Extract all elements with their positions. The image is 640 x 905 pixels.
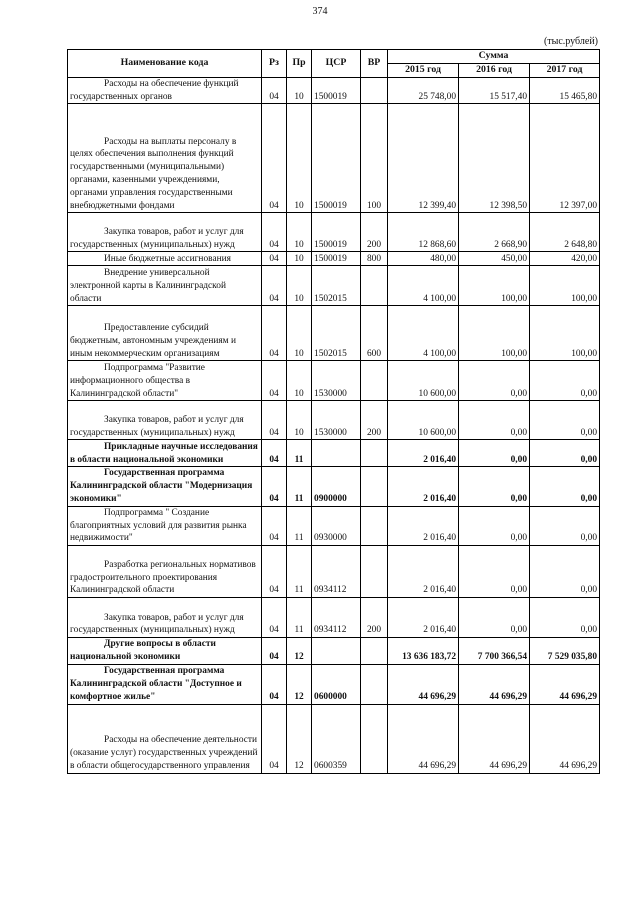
row-rz-cell: 04 (262, 306, 287, 361)
row-name-text: Разработка региональных нормативов градостроительного проектирования Калининградской области (70, 559, 256, 596)
row-pr-cell: 10 (287, 266, 312, 306)
row-2016-cell: 12 398,50 (459, 104, 530, 213)
row-2015-cell: 25 748,00 (388, 77, 459, 104)
row-name-text: Государственная программа Калининградской области "Доступное и комфортное жилье" (70, 666, 242, 702)
row-2015-cell: 12 399,40 (388, 104, 459, 213)
row-pr-cell: 10 (287, 252, 312, 266)
row-2015-cell: 2 016,40 (388, 467, 459, 506)
row-2017-cell: 0,00 (530, 467, 600, 506)
row-2016-cell: 15 517,40 (459, 77, 530, 104)
table-row (68, 252, 600, 266)
row-pr-cell: 12 (287, 638, 312, 665)
row-vr-cell (361, 506, 388, 545)
table-row (68, 598, 600, 638)
row-name-cell (68, 213, 262, 252)
row-name-text: Внедрение универсальной электронной карты в Калининградской области (70, 268, 226, 304)
row-name-text: Иные бюджетные ассигнования (104, 253, 231, 264)
row-pr-cell: 11 (287, 598, 312, 638)
header-sum: Сумма (388, 50, 600, 64)
table-row (68, 104, 600, 213)
row-rz-cell: 04 (262, 440, 287, 467)
row-2017-cell: 15 465,80 (530, 77, 600, 104)
row-2017-cell: 7 529 035,80 (530, 638, 600, 665)
table-row (68, 467, 600, 506)
budget-table (67, 49, 600, 774)
row-rz-cell: 04 (262, 77, 287, 104)
row-rz-cell: 04 (262, 598, 287, 638)
row-2016-cell: 0,00 (459, 440, 530, 467)
row-pr-cell: 11 (287, 506, 312, 545)
row-pr-cell: 11 (287, 546, 312, 598)
row-2017-cell: 2 648,80 (530, 213, 600, 252)
row-2016-cell: 0,00 (459, 546, 530, 598)
row-2016-cell: 0,00 (459, 361, 530, 401)
row-2017-cell: 12 397,00 (530, 104, 600, 213)
row-vr-cell: 100 (361, 104, 388, 213)
row-2015-cell: 2 016,40 (388, 506, 459, 545)
row-csr-cell: 1530000 (312, 361, 361, 401)
row-vr-cell: 600 (361, 306, 388, 361)
row-2016-cell: 0,00 (459, 401, 530, 440)
row-2015-cell: 480,00 (388, 252, 459, 266)
row-name-cell (68, 361, 262, 401)
row-rz-cell: 04 (262, 266, 287, 306)
row-vr-cell (361, 704, 388, 773)
row-name-text: Расходы на выплаты персоналу в целях обеспечения выполнения функций государственными (муниципальными) органами, казенными учреждениями, органами управления государственными внебюджетными фондами (70, 136, 237, 211)
table-row (68, 213, 600, 252)
row-csr-cell: 0600359 (312, 704, 361, 773)
row-rz-cell: 04 (262, 104, 287, 213)
row-name-cell (68, 252, 262, 266)
row-rz-cell: 04 (262, 506, 287, 545)
table-body (68, 77, 600, 773)
row-2016-cell: 44 696,29 (459, 664, 530, 704)
row-2015-cell: 4 100,00 (388, 306, 459, 361)
row-name-text: Закупка товаров, работ и услуг для государственных (муниципальных) нужд (70, 612, 244, 636)
row-pr-cell: 10 (287, 306, 312, 361)
row-2016-cell: 7 700 366,54 (459, 638, 530, 665)
row-2016-cell: 450,00 (459, 252, 530, 266)
row-name-cell (68, 664, 262, 704)
row-vr-cell (361, 546, 388, 598)
table-row (68, 664, 600, 704)
row-name-cell (68, 440, 262, 467)
row-2017-cell: 0,00 (530, 546, 600, 598)
page-number: 374 (312, 6, 328, 17)
row-rz-cell: 04 (262, 401, 287, 440)
row-name-text: Подпрограмма " Создание благоприятных условий для развития рынка недвижимости" (70, 507, 247, 544)
row-name-cell (68, 77, 262, 104)
row-rz-cell: 04 (262, 704, 287, 773)
row-2016-cell: 100,00 (459, 266, 530, 306)
table-row (68, 546, 600, 598)
row-name-cell (68, 598, 262, 638)
row-vr-cell (361, 638, 388, 665)
table-row (68, 266, 600, 306)
row-csr-cell: 1500019 (312, 213, 361, 252)
row-name-cell (68, 104, 262, 213)
header-2016: 2016 год (459, 63, 530, 77)
row-pr-cell: 10 (287, 104, 312, 213)
row-csr-cell (312, 638, 361, 665)
row-2015-cell: 2 016,40 (388, 440, 459, 467)
row-csr-cell: 0930000 (312, 506, 361, 545)
row-pr-cell: 11 (287, 440, 312, 467)
row-name-text: Закупка товаров, работ и услуг для государственных (муниципальных) нужд (70, 226, 244, 250)
row-2015-cell: 10 600,00 (388, 401, 459, 440)
row-csr-cell: 1502015 (312, 306, 361, 361)
row-csr-cell: 0600000 (312, 664, 361, 704)
table-row (68, 77, 600, 104)
table-row (68, 638, 600, 665)
row-2017-cell: 420,00 (530, 252, 600, 266)
row-vr-cell: 200 (361, 401, 388, 440)
header-csr: ЦСР (312, 50, 361, 78)
row-vr-cell (361, 467, 388, 506)
row-2015-cell: 13 636 183,72 (388, 638, 459, 665)
row-rz-cell: 04 (262, 213, 287, 252)
row-name-text: Подпрограмма "Развитие информационного общества в Калининградской области" (70, 363, 205, 399)
row-rz-cell: 04 (262, 252, 287, 266)
row-name-cell (68, 638, 262, 665)
row-pr-cell: 11 (287, 467, 312, 506)
row-pr-cell: 10 (287, 213, 312, 252)
row-vr-cell (361, 361, 388, 401)
row-name-cell (68, 704, 262, 773)
row-csr-cell (312, 440, 361, 467)
row-vr-cell: 200 (361, 598, 388, 638)
row-2017-cell: 100,00 (530, 266, 600, 306)
row-2015-cell: 2 016,40 (388, 598, 459, 638)
header-vr: ВР (361, 50, 388, 78)
row-name-cell (68, 467, 262, 506)
row-name-text: Расходы на обеспечение функций государственных органов (70, 78, 239, 102)
row-name-cell (68, 546, 262, 598)
row-2017-cell: 0,00 (530, 440, 600, 467)
row-2017-cell: 44 696,29 (530, 664, 600, 704)
row-name-cell (68, 306, 262, 361)
row-name-cell (68, 266, 262, 306)
row-2015-cell: 12 868,60 (388, 213, 459, 252)
header-2015: 2015 год (388, 63, 459, 77)
row-vr-cell (361, 664, 388, 704)
row-pr-cell: 10 (287, 401, 312, 440)
row-name-cell (68, 506, 262, 545)
row-2016-cell: 0,00 (459, 598, 530, 638)
row-2016-cell: 2 668,90 (459, 213, 530, 252)
row-2017-cell: 44 696,29 (530, 704, 600, 773)
row-name-text: Прикладные научные исследования в области национальной экономики (70, 441, 258, 465)
header-rz: Рз (262, 50, 287, 78)
row-vr-cell: 800 (361, 252, 388, 266)
row-vr-cell (361, 77, 388, 104)
row-csr-cell: 1530000 (312, 401, 361, 440)
header-2017: 2017 год (530, 63, 600, 77)
row-2017-cell: 0,00 (530, 598, 600, 638)
header-pr: Пр (287, 50, 312, 78)
row-csr-cell: 0934112 (312, 546, 361, 598)
row-2015-cell: 44 696,29 (388, 704, 459, 773)
row-2016-cell: 100,00 (459, 306, 530, 361)
table-row (68, 361, 600, 401)
row-name-text: Другие вопросы в области национальной экономики (70, 639, 216, 662)
row-name-text: Государственная программа Калининградской области "Модернизация экономики" (70, 468, 253, 504)
row-2016-cell: 44 696,29 (459, 704, 530, 773)
row-2015-cell: 4 100,00 (388, 266, 459, 306)
row-rz-cell: 04 (262, 664, 287, 704)
row-2017-cell: 0,00 (530, 401, 600, 440)
row-name-text: Закупка товаров, работ и услуг для государственных (муниципальных) нужд (70, 414, 244, 438)
row-csr-cell: 1500019 (312, 77, 361, 104)
table-row (68, 440, 600, 467)
row-2015-cell: 44 696,29 (388, 664, 459, 704)
row-2015-cell: 10 600,00 (388, 361, 459, 401)
row-vr-cell (361, 266, 388, 306)
row-pr-cell: 10 (287, 361, 312, 401)
row-rz-cell: 04 (262, 546, 287, 598)
row-rz-cell: 04 (262, 361, 287, 401)
row-name-cell (68, 401, 262, 440)
units-label: (тыс.рублей) (543, 36, 598, 47)
row-name-text: Расходы на обеспечение деятельности (оказание услуг) государственных учреждений в области общегосударственного управления (70, 735, 258, 771)
row-name-text: Предоставление субсидий бюджетным, автономным учреждениям и иным некоммерческим организациям (70, 323, 236, 359)
header-name: Наименование кода (68, 50, 262, 78)
table-row (68, 704, 600, 773)
row-csr-cell: 0900000 (312, 467, 361, 506)
row-csr-cell: 1502015 (312, 266, 361, 306)
row-2016-cell: 0,00 (459, 467, 530, 506)
row-pr-cell: 12 (287, 664, 312, 704)
row-2017-cell: 100,00 (530, 306, 600, 361)
row-pr-cell: 10 (287, 77, 312, 104)
row-vr-cell (361, 440, 388, 467)
row-2017-cell: 0,00 (530, 361, 600, 401)
row-2017-cell: 0,00 (530, 506, 600, 545)
table-row (68, 306, 600, 361)
row-2015-cell: 2 016,40 (388, 546, 459, 598)
table-row (68, 401, 600, 440)
table-row (68, 506, 600, 545)
row-csr-cell: 0934112 (312, 598, 361, 638)
row-2016-cell: 0,00 (459, 506, 530, 545)
row-csr-cell: 1500019 (312, 252, 361, 266)
row-vr-cell: 200 (361, 213, 388, 252)
row-rz-cell: 04 (262, 638, 287, 665)
row-csr-cell: 1500019 (312, 104, 361, 213)
row-rz-cell: 04 (262, 467, 287, 506)
row-pr-cell: 12 (287, 704, 312, 773)
